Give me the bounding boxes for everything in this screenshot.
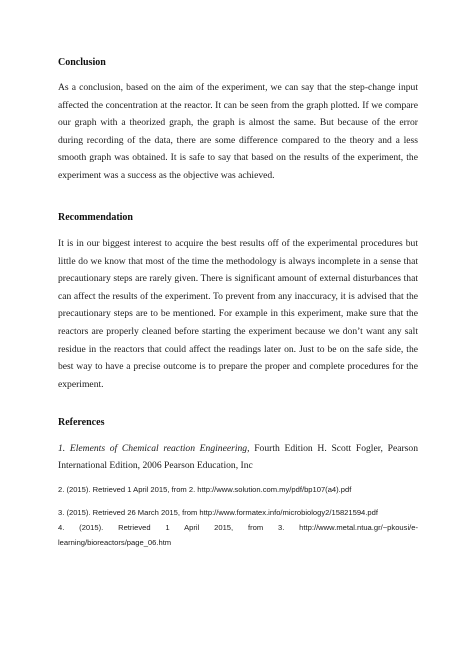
reference-4: 4. (2015). Retrieved 1 April 2015, from 3. http://www.metal.ntua.gr/~pkousi/e-learning/bioreactors/page_06.htm — [58, 523, 418, 547]
references-heading: References — [58, 417, 105, 428]
recommendation-heading: Recommendation — [58, 212, 133, 223]
reference-2: 2. (2015). Retrieved 1 April 2015, from 2. http://www.solution.com.my/pdf/bp107(a4).pdf — [58, 485, 352, 494]
reference-1-details: , Fourth Edition H. Scott Fogler, Pearson International Edition, 2006 Pearson Education, Inc — [58, 443, 418, 471]
recommendation-paragraph: It is in our biggest interest to acquire the best results off of the experimental procedures but little do we know that most of the time the methodology is always incomplete in a sense that precautionary steps are rarely given. There is significant amount of external disturbances that can affect the results of the experiment. To prevent from any inaccuracy, it is advised that the precautionary steps are to be mentioned. For example in this experiment, make sure that the reactors are properly cleaned before starting the experiment because we don’t want any salt residue in the reactors that could affect the readings later on. Just to be on the safe side, the best way to have a precise outcome is to prepare the proper and complete procedures for the experiment. — [58, 238, 418, 390]
reference-1 — [58, 440, 418, 474]
conclusion-heading: Conclusion — [58, 57, 106, 68]
conclusion-paragraph: As a conclusion, based on the aim of the experiment, we can say that the step-change input affected the concentration at the reactor. It can be seen from the graph plotted. If we compare our graph with a theorized graph, the graph is almost the same. But because of the error during recording of the data, there are some difference compared to the theory and a less smooth graph was obtained. It is safe to say that based on the results of the experiment, the experiment was a success as the objective was achieved. — [58, 82, 418, 181]
reference-1-title: 1. Elements of Chemical reaction Engineering — [58, 443, 248, 454]
reference-3: 3. (2015). Retrieved 26 March 2015, from http://www.formatex.info/microbiology2/15821594.pdf — [58, 508, 378, 517]
